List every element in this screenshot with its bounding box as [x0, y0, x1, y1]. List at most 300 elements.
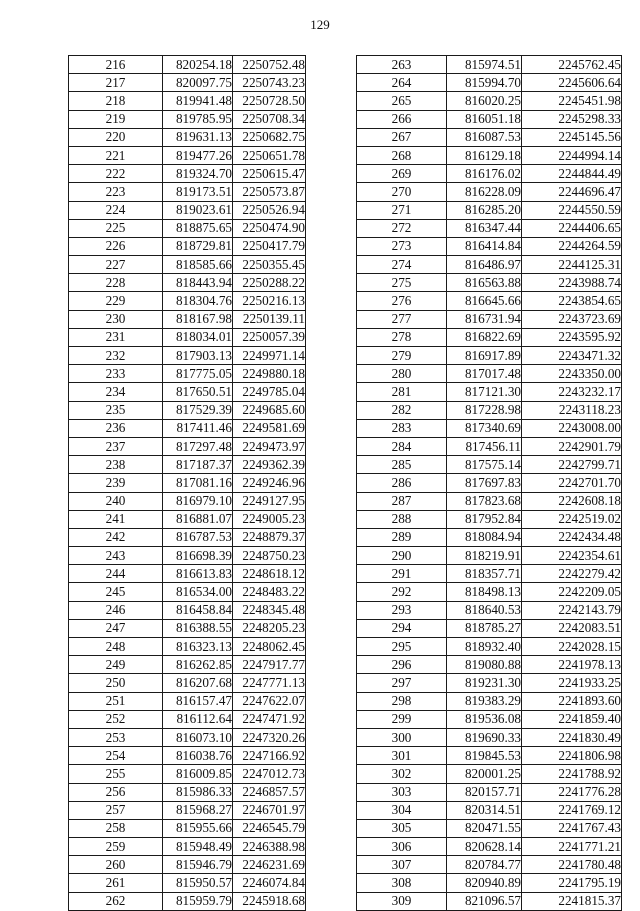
point-number-cell: 227	[69, 256, 163, 274]
table-row	[357, 310, 622, 328]
y-coordinate-cell: 2241788.92	[522, 765, 622, 783]
y-coordinate-cell: 2249473.97	[233, 437, 306, 455]
table-row	[357, 674, 622, 692]
point-number-cell: 290	[357, 547, 447, 565]
table-row	[69, 547, 306, 565]
point-number-cell: 300	[357, 728, 447, 746]
point-number-cell: 237	[69, 437, 163, 455]
y-coordinate-cell: 2250573.87	[233, 183, 306, 201]
table-row	[69, 856, 306, 874]
point-number-cell: 249	[69, 656, 163, 674]
point-number-cell: 297	[357, 674, 447, 692]
point-number-cell: 251	[69, 692, 163, 710]
table-row	[357, 638, 622, 656]
point-number-cell: 248	[69, 638, 163, 656]
table-row	[69, 347, 306, 365]
x-coordinate-cell: 820157.71	[447, 783, 522, 801]
y-coordinate-cell: 2241933.25	[522, 674, 622, 692]
point-number-cell: 256	[69, 783, 163, 801]
x-coordinate-cell: 815955.66	[163, 819, 233, 837]
x-coordinate-cell: 818304.76	[163, 292, 233, 310]
x-coordinate-cell: 815959.79	[163, 892, 233, 910]
point-number-cell: 219	[69, 110, 163, 128]
table-row	[69, 692, 306, 710]
point-number-cell: 236	[69, 419, 163, 437]
x-coordinate-cell: 818498.13	[447, 583, 522, 601]
y-coordinate-cell: 2248618.12	[233, 565, 306, 583]
x-coordinate-cell: 817456.11	[447, 437, 522, 455]
table-row	[357, 146, 622, 164]
table-row	[69, 383, 306, 401]
y-coordinate-cell: 2241769.12	[522, 801, 622, 819]
point-number-cell: 261	[69, 874, 163, 892]
table-row	[357, 292, 622, 310]
point-number-cell: 231	[69, 328, 163, 346]
point-number-cell: 234	[69, 383, 163, 401]
x-coordinate-cell: 816176.02	[447, 165, 522, 183]
x-coordinate-cell: 819536.08	[447, 710, 522, 728]
point-number-cell: 252	[69, 710, 163, 728]
point-number-cell: 238	[69, 456, 163, 474]
point-number-cell: 255	[69, 765, 163, 783]
point-number-cell: 220	[69, 128, 163, 146]
coordinate-table-right	[356, 55, 622, 911]
point-number-cell: 257	[69, 801, 163, 819]
x-coordinate-cell: 820784.77	[447, 856, 522, 874]
point-number-cell: 262	[69, 892, 163, 910]
x-coordinate-cell: 816038.76	[163, 747, 233, 765]
y-coordinate-cell: 2249362.39	[233, 456, 306, 474]
x-coordinate-cell: 819173.51	[163, 183, 233, 201]
y-coordinate-cell: 2246701.97	[233, 801, 306, 819]
x-coordinate-cell: 818875.65	[163, 219, 233, 237]
table-row	[357, 437, 622, 455]
y-coordinate-cell: 2241830.49	[522, 728, 622, 746]
table-row	[69, 656, 306, 674]
table-row	[69, 892, 306, 910]
point-number-cell: 280	[357, 365, 447, 383]
point-number-cell: 245	[69, 583, 163, 601]
point-number-cell: 273	[357, 237, 447, 255]
y-coordinate-cell: 2243118.23	[522, 401, 622, 419]
x-coordinate-cell: 820314.51	[447, 801, 522, 819]
y-coordinate-cell: 2243723.69	[522, 310, 622, 328]
y-coordinate-cell: 2250651.78	[233, 146, 306, 164]
x-coordinate-cell: 817529.39	[163, 401, 233, 419]
point-number-cell: 270	[357, 183, 447, 201]
y-coordinate-cell: 2245145.56	[522, 128, 622, 146]
x-coordinate-cell: 818585.66	[163, 256, 233, 274]
table-row	[357, 856, 622, 874]
y-coordinate-cell: 2242434.48	[522, 528, 622, 546]
table-row	[69, 528, 306, 546]
y-coordinate-cell: 2243854.65	[522, 292, 622, 310]
table-row	[69, 146, 306, 164]
point-number-cell: 244	[69, 565, 163, 583]
y-coordinate-cell: 2243988.74	[522, 274, 622, 292]
y-coordinate-cell: 2245606.64	[522, 74, 622, 92]
x-coordinate-cell: 820940.89	[447, 874, 522, 892]
table-row	[357, 456, 622, 474]
table-row	[357, 565, 622, 583]
point-number-cell: 279	[357, 347, 447, 365]
point-number-cell: 222	[69, 165, 163, 183]
point-number-cell: 235	[69, 401, 163, 419]
x-coordinate-cell: 816486.97	[447, 256, 522, 274]
y-coordinate-cell: 2250526.94	[233, 201, 306, 219]
point-number-cell: 242	[69, 528, 163, 546]
point-number-cell: 281	[357, 383, 447, 401]
y-coordinate-cell: 2241978.13	[522, 656, 622, 674]
point-number-cell: 230	[69, 310, 163, 328]
table-row	[69, 601, 306, 619]
table-row	[69, 510, 306, 528]
table-row	[357, 274, 622, 292]
x-coordinate-cell: 816822.69	[447, 328, 522, 346]
table-row	[69, 183, 306, 201]
table-row	[357, 219, 622, 237]
x-coordinate-cell: 816534.00	[163, 583, 233, 601]
table-row	[69, 838, 306, 856]
point-number-cell: 302	[357, 765, 447, 783]
x-coordinate-cell: 816731.94	[447, 310, 522, 328]
x-coordinate-cell: 815968.27	[163, 801, 233, 819]
point-number-cell: 304	[357, 801, 447, 819]
y-coordinate-cell: 2249005.23	[233, 510, 306, 528]
x-coordinate-cell: 816645.66	[447, 292, 522, 310]
point-number-cell: 271	[357, 201, 447, 219]
y-coordinate-cell: 2250417.79	[233, 237, 306, 255]
point-number-cell: 224	[69, 201, 163, 219]
y-coordinate-cell: 2241806.98	[522, 747, 622, 765]
y-coordinate-cell: 2241771.21	[522, 838, 622, 856]
y-coordinate-cell: 2242701.70	[522, 474, 622, 492]
x-coordinate-cell: 820628.14	[447, 838, 522, 856]
point-number-cell: 287	[357, 492, 447, 510]
y-coordinate-cell: 2249880.18	[233, 365, 306, 383]
table-row	[357, 110, 622, 128]
point-number-cell: 266	[357, 110, 447, 128]
y-coordinate-cell: 2241767.43	[522, 819, 622, 837]
y-coordinate-cell: 2241859.40	[522, 710, 622, 728]
point-number-cell: 294	[357, 619, 447, 637]
y-coordinate-cell: 2248345.48	[233, 601, 306, 619]
table-row	[69, 92, 306, 110]
table-row	[357, 656, 622, 674]
table-row	[69, 201, 306, 219]
x-coordinate-cell: 816698.39	[163, 547, 233, 565]
y-coordinate-cell: 2243232.17	[522, 383, 622, 401]
point-number-cell: 254	[69, 747, 163, 765]
table-row	[69, 292, 306, 310]
y-coordinate-cell: 2247471.92	[233, 710, 306, 728]
x-coordinate-cell: 817697.83	[447, 474, 522, 492]
y-coordinate-cell: 2242209.05	[522, 583, 622, 601]
y-coordinate-cell: 2250474.90	[233, 219, 306, 237]
y-coordinate-cell: 2246545.79	[233, 819, 306, 837]
point-number-cell: 295	[357, 638, 447, 656]
point-number-cell: 225	[69, 219, 163, 237]
y-coordinate-cell: 2250355.45	[233, 256, 306, 274]
table-row	[357, 892, 622, 910]
table-row	[357, 747, 622, 765]
x-coordinate-cell: 817952.84	[447, 510, 522, 528]
table-row	[357, 256, 622, 274]
point-number-cell: 243	[69, 547, 163, 565]
x-coordinate-cell: 819690.33	[447, 728, 522, 746]
y-coordinate-cell: 2249127.95	[233, 492, 306, 510]
point-number-cell: 293	[357, 601, 447, 619]
x-coordinate-cell: 816458.84	[163, 601, 233, 619]
x-coordinate-cell: 817823.68	[447, 492, 522, 510]
point-number-cell: 218	[69, 92, 163, 110]
y-coordinate-cell: 2242083.51	[522, 619, 622, 637]
point-number-cell: 260	[69, 856, 163, 874]
x-coordinate-cell: 816414.84	[447, 237, 522, 255]
table-row	[357, 183, 622, 201]
x-coordinate-cell: 816009.85	[163, 765, 233, 783]
y-coordinate-cell: 2246388.98	[233, 838, 306, 856]
point-number-cell: 277	[357, 310, 447, 328]
x-coordinate-cell: 817650.51	[163, 383, 233, 401]
y-coordinate-cell: 2247771.13	[233, 674, 306, 692]
x-coordinate-cell: 816020.25	[447, 92, 522, 110]
y-coordinate-cell: 2242279.42	[522, 565, 622, 583]
point-number-cell: 258	[69, 819, 163, 837]
x-coordinate-cell: 817411.46	[163, 419, 233, 437]
point-number-cell: 299	[357, 710, 447, 728]
y-coordinate-cell: 2247917.77	[233, 656, 306, 674]
table-row	[357, 328, 622, 346]
point-number-cell: 298	[357, 692, 447, 710]
x-coordinate-cell: 815950.57	[163, 874, 233, 892]
point-number-cell: 240	[69, 492, 163, 510]
x-coordinate-cell: 816787.53	[163, 528, 233, 546]
y-coordinate-cell: 2242519.02	[522, 510, 622, 528]
table-row	[357, 165, 622, 183]
y-coordinate-cell: 2247622.07	[233, 692, 306, 710]
x-coordinate-cell: 819023.61	[163, 201, 233, 219]
point-number-cell: 263	[357, 56, 447, 74]
table-row	[69, 237, 306, 255]
y-coordinate-cell: 2250728.50	[233, 92, 306, 110]
table-row	[69, 638, 306, 656]
x-coordinate-cell: 815994.70	[447, 74, 522, 92]
x-coordinate-cell: 818785.27	[447, 619, 522, 637]
table-row	[69, 110, 306, 128]
x-coordinate-cell: 816207.68	[163, 674, 233, 692]
table-row	[357, 874, 622, 892]
y-coordinate-cell: 2248483.22	[233, 583, 306, 601]
y-coordinate-cell: 2241893.60	[522, 692, 622, 710]
x-coordinate-cell: 819080.88	[447, 656, 522, 674]
table-row	[357, 492, 622, 510]
y-coordinate-cell: 2250057.39	[233, 328, 306, 346]
y-coordinate-cell: 2243008.00	[522, 419, 622, 437]
x-coordinate-cell: 817775.05	[163, 365, 233, 383]
y-coordinate-cell: 2243471.32	[522, 347, 622, 365]
x-coordinate-cell: 820471.55	[447, 819, 522, 837]
table-row	[69, 456, 306, 474]
point-number-cell: 274	[357, 256, 447, 274]
point-number-cell: 233	[69, 365, 163, 383]
table-row	[69, 619, 306, 637]
point-number-cell: 268	[357, 146, 447, 164]
table-row	[357, 547, 622, 565]
point-number-cell: 265	[357, 92, 447, 110]
point-number-cell: 296	[357, 656, 447, 674]
table-row	[69, 783, 306, 801]
point-number-cell: 306	[357, 838, 447, 856]
x-coordinate-cell: 815986.33	[163, 783, 233, 801]
y-coordinate-cell: 2249785.04	[233, 383, 306, 401]
x-coordinate-cell: 819631.13	[163, 128, 233, 146]
y-coordinate-cell: 2250752.48	[233, 56, 306, 74]
table-row	[357, 201, 622, 219]
point-number-cell: 284	[357, 437, 447, 455]
point-number-cell: 226	[69, 237, 163, 255]
x-coordinate-cell: 817187.37	[163, 456, 233, 474]
x-coordinate-cell: 816388.55	[163, 619, 233, 637]
y-coordinate-cell: 2241780.48	[522, 856, 622, 874]
x-coordinate-cell: 816051.18	[447, 110, 522, 128]
y-coordinate-cell: 2249971.14	[233, 347, 306, 365]
y-coordinate-cell: 2245298.33	[522, 110, 622, 128]
y-coordinate-cell: 2244994.14	[522, 146, 622, 164]
x-coordinate-cell: 816157.47	[163, 692, 233, 710]
table-row	[357, 347, 622, 365]
x-coordinate-cell: 819785.95	[163, 110, 233, 128]
table-row	[357, 401, 622, 419]
x-coordinate-cell: 816323.13	[163, 638, 233, 656]
point-number-cell: 275	[357, 274, 447, 292]
y-coordinate-cell: 2244550.59	[522, 201, 622, 219]
x-coordinate-cell: 820001.25	[447, 765, 522, 783]
x-coordinate-cell: 816881.07	[163, 510, 233, 528]
y-coordinate-cell: 2248205.23	[233, 619, 306, 637]
x-coordinate-cell: 818084.94	[447, 528, 522, 546]
y-coordinate-cell: 2250139.11	[233, 310, 306, 328]
x-coordinate-cell: 815948.49	[163, 838, 233, 856]
y-coordinate-cell: 2250743.23	[233, 74, 306, 92]
x-coordinate-cell: 817121.30	[447, 383, 522, 401]
point-number-cell: 217	[69, 74, 163, 92]
x-coordinate-cell: 817297.48	[163, 437, 233, 455]
x-coordinate-cell: 817340.69	[447, 419, 522, 437]
table-row	[357, 383, 622, 401]
table-row	[69, 819, 306, 837]
table-row	[357, 56, 622, 74]
y-coordinate-cell: 2244844.49	[522, 165, 622, 183]
table-row	[357, 237, 622, 255]
x-coordinate-cell: 816073.10	[163, 728, 233, 746]
x-coordinate-cell: 816228.09	[447, 183, 522, 201]
point-number-cell: 253	[69, 728, 163, 746]
table-row	[69, 874, 306, 892]
table-row	[69, 437, 306, 455]
x-coordinate-cell: 818640.53	[447, 601, 522, 619]
table-row	[69, 801, 306, 819]
x-coordinate-cell: 817081.16	[163, 474, 233, 492]
point-number-cell: 223	[69, 183, 163, 201]
x-coordinate-cell: 816613.83	[163, 565, 233, 583]
coordinate-table-left	[68, 55, 306, 911]
x-coordinate-cell: 818443.94	[163, 274, 233, 292]
table-row	[69, 74, 306, 92]
table-row	[69, 710, 306, 728]
y-coordinate-cell: 2243595.92	[522, 328, 622, 346]
x-coordinate-cell: 816563.88	[447, 274, 522, 292]
point-number-cell: 291	[357, 565, 447, 583]
x-coordinate-cell: 821096.57	[447, 892, 522, 910]
table-row	[69, 310, 306, 328]
x-coordinate-cell: 817228.98	[447, 401, 522, 419]
table-row	[69, 728, 306, 746]
x-coordinate-cell: 819383.29	[447, 692, 522, 710]
x-coordinate-cell: 816112.64	[163, 710, 233, 728]
point-number-cell: 308	[357, 874, 447, 892]
table-row	[69, 328, 306, 346]
table-row	[69, 401, 306, 419]
y-coordinate-cell: 2244264.59	[522, 237, 622, 255]
table-row	[357, 510, 622, 528]
y-coordinate-cell: 2247320.26	[233, 728, 306, 746]
x-coordinate-cell: 819845.53	[447, 747, 522, 765]
x-coordinate-cell: 818219.91	[447, 547, 522, 565]
table-row	[357, 819, 622, 837]
x-coordinate-cell: 820097.75	[163, 74, 233, 92]
table-row	[69, 474, 306, 492]
table-row	[69, 765, 306, 783]
point-number-cell: 305	[357, 819, 447, 837]
table-row	[69, 274, 306, 292]
y-coordinate-cell: 2242143.79	[522, 601, 622, 619]
table-row	[69, 56, 306, 74]
table-row	[357, 765, 622, 783]
y-coordinate-cell: 2245451.98	[522, 92, 622, 110]
x-coordinate-cell: 818932.40	[447, 638, 522, 656]
table-row	[357, 801, 622, 819]
y-coordinate-cell: 2247012.73	[233, 765, 306, 783]
table-row	[357, 474, 622, 492]
page-number: 129	[310, 17, 330, 32]
table-row	[357, 692, 622, 710]
point-number-cell: 303	[357, 783, 447, 801]
table-row	[69, 583, 306, 601]
y-coordinate-cell: 2250682.75	[233, 128, 306, 146]
y-coordinate-cell: 2242354.61	[522, 547, 622, 565]
table-row	[69, 365, 306, 383]
x-coordinate-cell: 816347.44	[447, 219, 522, 237]
table-row	[69, 165, 306, 183]
x-coordinate-cell: 815946.79	[163, 856, 233, 874]
x-coordinate-cell: 816262.85	[163, 656, 233, 674]
table-row	[357, 601, 622, 619]
y-coordinate-cell: 2248750.23	[233, 547, 306, 565]
point-number-cell: 259	[69, 838, 163, 856]
y-coordinate-cell: 2250615.47	[233, 165, 306, 183]
table-row	[69, 128, 306, 146]
table-row	[357, 619, 622, 637]
x-coordinate-cell: 819324.70	[163, 165, 233, 183]
y-coordinate-cell: 2250708.34	[233, 110, 306, 128]
x-coordinate-cell: 818729.81	[163, 237, 233, 255]
x-coordinate-cell: 818034.01	[163, 328, 233, 346]
table-row	[357, 838, 622, 856]
x-coordinate-cell: 820254.18	[163, 56, 233, 74]
y-coordinate-cell: 2244696.47	[522, 183, 622, 201]
point-number-cell: 232	[69, 347, 163, 365]
